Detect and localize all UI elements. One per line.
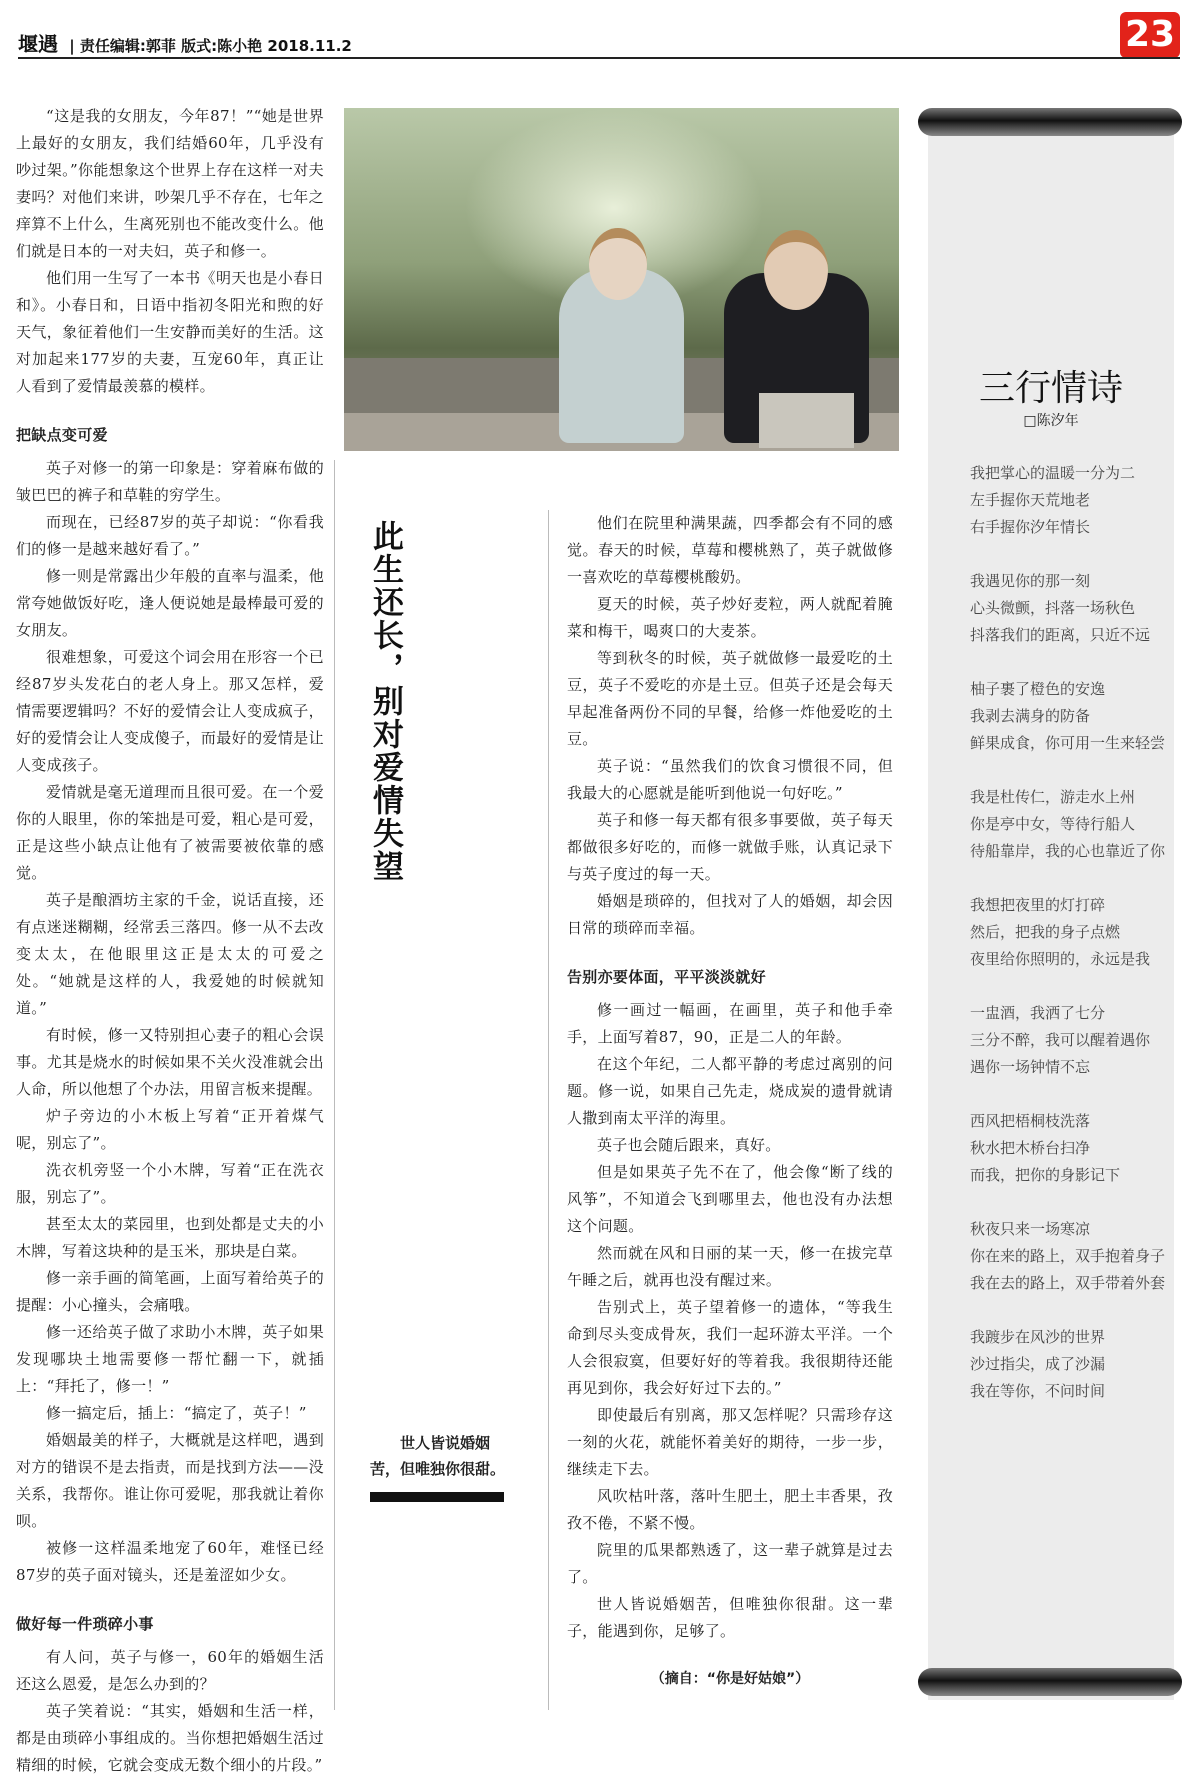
poem-line: 左手握你天荒地老 — [970, 491, 1091, 509]
header-credits: | 责任编辑:郭菲 版式:陈小艳 2018.11.2 — [69, 37, 352, 55]
poem-stanza — [970, 1216, 1170, 1297]
paragraph: 而现在，已经87岁的英子却说：“你看我们的修一是越来越好看了。” — [16, 513, 324, 558]
paragraph: 风吹枯叶落，落叶生肥土，肥土丰香果，孜孜不倦，不紧不慢。 — [567, 1487, 893, 1532]
paragraph: 被修一这样温柔地宠了60年，难怪已经87岁的英子面对镜头，还是羞涩如少女。 — [16, 1539, 324, 1584]
paragraph: 洗衣机旁竖一个小木牌，写着“正在洗衣服，别忘了”。 — [16, 1161, 324, 1206]
header-rule — [18, 57, 1180, 59]
poem-line: 秋夜只来一场寒凉 — [970, 1220, 1091, 1238]
paragraph: 院里的瓜果都熟透了，这一辈子就算是过去了。 — [567, 1541, 893, 1586]
paragraph: 英子是酿酒坊主家的千金，说话直接，还有点迷迷糊糊，经常丢三落四。修一从不去改变太太，在他眼里这正是太太的可爱之处。“她就是这样的人，我爱她的时候就知道。” — [16, 891, 324, 1017]
paragraph: 即使最后有别离，那又怎样呢？只需珍存这一刻的火花，就能怀着美好的期待，一步一步，继续走下去。 — [567, 1406, 893, 1478]
photo-man-head — [764, 230, 828, 310]
paragraph: 然而就在风和日丽的某一天，修一在拔完草午睡之后，就再也没有醒过来。 — [567, 1244, 893, 1289]
paragraph: 他们用一生写了一本书《明天也是小春日和》。小春日和，日语中指初冬阳光和煦的好天气，象征着他们一生安静而美好的生活。这对加起来177岁的夫妻，互宠60年，真正让人看到了爱情最羡慕的模样。 — [16, 269, 324, 395]
paragraph: 在这个年纪，二人都平静的考虑过离别的问题。修一说，如果自己先走，烧成炭的遗骨就请人撒到南太平洋的海里。 — [567, 1055, 893, 1127]
poem-line: 我踱步在风沙的世界 — [970, 1328, 1106, 1346]
poem-line: 我想把夜里的灯打碎 — [970, 896, 1106, 914]
poem-line: 一盅酒，我洒了七分 — [970, 1004, 1106, 1022]
pull-quote: 世人皆说婚姻苦，但唯独你很甜。 — [370, 1434, 506, 1478]
paragraph: 婚姻最美的样子，大概就是这样吧，遇到对方的错误不是去指责，而是找到方法——没关系，我帮你。谁让你可爱呢，那我就让着你呗。 — [16, 1431, 324, 1530]
article-column-1 — [16, 103, 324, 1779]
paragraph: 炉子旁边的小木板上写着“正开着煤气呢，别忘了”。 — [16, 1107, 324, 1152]
photo-woman-head — [589, 228, 647, 300]
poem-line: 我在去的路上，双手带着外套 — [970, 1274, 1166, 1292]
poem-line: 西风把梧桐枝洗落 — [970, 1112, 1091, 1130]
poem-stanza — [970, 676, 1170, 757]
article-title: 此生还长，别对爱情失望 — [367, 520, 403, 883]
page-header — [18, 28, 1190, 54]
poem-line: 我遇见你的那一刻 — [970, 572, 1091, 590]
paragraph: 世人皆说婚姻苦，但唯独你很甜。这一辈子，能遇到你，足够了。 — [567, 1595, 893, 1640]
article-source: （摘自：“你是好姑娘”） — [650, 1671, 810, 1687]
scroll-roller-top — [918, 108, 1182, 136]
paragraph: 但是如果英子先不在了，他会像“断了线的风筝”，不知道会飞到哪里去，他也没有办法想这个问题。 — [567, 1163, 893, 1235]
paragraph: “这是我的女朋友，今年87！”“她是世界上最好的女朋友，我们结婚60年，几乎没有吵过架。”你能想象这个世界上存在这样一对夫妻吗？对他们来讲，吵架几乎不存在，七年之痒算不上什么，生离死别也不能改变什么。他们就是日本的一对夫妇，英子和修一。 — [16, 107, 324, 260]
section-heading: 告别亦要体面，平平淡淡就好 — [567, 968, 766, 986]
poem-line: 心头微颤，抖落一场秋色 — [970, 599, 1136, 617]
paragraph: 修一画过一幅画，在画里，英子和他手牵手，上面写着87，90，正是二人的年龄。 — [567, 1001, 893, 1046]
paragraph: 修一搞定后，插上：“搞定了，英子！” — [46, 1404, 307, 1422]
paragraph: 有人问，英子与修一，60年的婚姻生活还这么恩爱，是怎么办到的？ — [16, 1648, 324, 1693]
poem-line: 你在来的路上，双手抱着身子 — [970, 1247, 1166, 1265]
article-column-3 — [567, 510, 893, 1645]
paragraph: 告别式上，英子望着修一的遗体，“等我生命到尽头变成骨灰，我们一起环游太平洋。一个人会很寂寞，但要好好的等着我。我很期待还能再见到你，我会好好过下去的。” — [567, 1298, 893, 1397]
poem-line: 然后，把我的身子点燃 — [970, 923, 1121, 941]
poem-line: 抖落我们的距离，只近不远 — [970, 626, 1151, 644]
poem-line: 夜里给你照明的，永远是我 — [970, 950, 1151, 968]
page-number-badge: 23 — [1120, 12, 1180, 58]
paragraph: 修一亲手画的简笔画，上面写着给英子的提醒：小心撞头，会痛哦。 — [16, 1269, 324, 1314]
paragraph: 英子和修一每天都有很多事要做，英子每天都做很多好吃的，而修一就做手账，认真记录下与英子度过的每一天。 — [567, 811, 893, 883]
paragraph: 他们在院里种满果蔬，四季都会有不同的感觉。春天的时候，草莓和樱桃熟了，英子就做修一喜欢吃的草莓樱桃酸奶。 — [567, 514, 893, 586]
poem-stanza — [970, 460, 1170, 541]
paragraph: 爱情就是毫无道理而且很可爱。在一个爱你的人眼里，你的笨拙是可爱，粗心是可爱，正是这些小缺点让他有了被需要被依靠的感觉。 — [16, 783, 324, 882]
couple-photo — [344, 108, 899, 451]
section-heading: 把缺点变可爱 — [16, 426, 108, 444]
section-heading: 做好每一件琐碎小事 — [16, 1615, 154, 1633]
paragraph: 修一还给英子做了求助小木牌，英子如果发现哪块土地需要修一帮忙翻一下，就插上：“拜托了，修一！” — [16, 1323, 324, 1395]
poem-stanza — [970, 892, 1170, 973]
poem-stanzas — [970, 460, 1170, 1432]
header-left — [18, 28, 352, 57]
poem-line: 而我，把你的身影记下 — [970, 1166, 1121, 1184]
poem-stanza — [970, 1108, 1170, 1189]
poem-stanza — [970, 784, 1170, 865]
paragraph: 英子说：“虽然我们的饮食习惯很不同，但我最大的心愿就是能听到他说一句好吃。” — [567, 757, 893, 802]
column-divider — [334, 460, 335, 1710]
poem-line: 柚子裹了橙色的安逸 — [970, 680, 1106, 698]
poem-line: 秋水把木桥台扫净 — [970, 1139, 1091, 1157]
poem-line: 我剥去满身的防备 — [970, 707, 1091, 725]
paragraph: 甚至太太的菜园里，也到处都是丈夫的小木牌，写着这块种的是玉米，那块是白菜。 — [16, 1215, 324, 1260]
poem-line: 待船靠岸，我的心也靠近了你 — [970, 842, 1166, 860]
pull-quote-bar — [370, 1492, 504, 1502]
paragraph: 婚姻是琐碎的，但找对了人的婚姻，却会因日常的琐碎而幸福。 — [567, 892, 893, 937]
poem-author: □陈汐年 — [1023, 413, 1079, 429]
paragraph: 等到秋冬的时候，英子就做修一最爱吃的土豆，英子不爱吃的亦是土豆。但英子还是会每天早起准备两份不同的早餐，给修一炸他爱吃的土豆。 — [567, 649, 893, 748]
poem-line: 鲜果成食，你可用一生来轻尝 — [970, 734, 1166, 752]
poem-stanza — [970, 1000, 1170, 1081]
poem-line: 遇你一场钟情不忘 — [970, 1058, 1091, 1076]
paragraph: 有时候，修一又特别担心妻子的粗心会误事。尤其是烧水的时候如果不关火没准就会出人命，所以他想了个办法，用留言板来提醒。 — [16, 1026, 324, 1098]
poem-line: 右手握你汐年情长 — [970, 518, 1091, 536]
section-name: 堰遇 — [18, 32, 58, 56]
poem-line: 沙过指尖，成了沙漏 — [970, 1355, 1106, 1373]
poem-stanza — [970, 1324, 1170, 1405]
photo-man-legs — [759, 393, 854, 448]
paragraph: 很难想象，可爱这个词会用在形容一个已经87岁头发花白的老人身上。那又怎样，爱情需要逻辑吗？不好的爱情会让人变成疯子，好的爱情会让人变成傻子，而最好的爱情是让人变成孩子。 — [16, 648, 324, 774]
paragraph: 英子笑着说：“其实，婚姻和生活一样，都是由琐碎小事组成的。当你想把婚姻生活过精细的时候，它就会变成无数个细小的片段。” — [16, 1702, 324, 1774]
poem-line: 你是亭中女，等待行船人 — [970, 815, 1136, 833]
poem-line: 我是杜传仁，游走水上州 — [970, 788, 1136, 806]
paragraph: 英子对修一的第一印象是：穿着麻布做的皱巴巴的裤子和草鞋的穷学生。 — [16, 459, 324, 504]
column-divider — [548, 510, 549, 1710]
paragraph: 夏天的时候，英子炒好麦粒，两人就配着腌菜和梅干，喝爽口的大麦茶。 — [567, 595, 893, 640]
poem-line: 我把掌心的温暖一分为二 — [970, 464, 1136, 482]
poem-title: 三行情诗 — [978, 368, 1123, 409]
poem-stanza — [970, 568, 1170, 649]
paragraph: 英子也会随后跟来，真好。 — [597, 1136, 781, 1154]
poem-line: 我在等你，不问时间 — [970, 1382, 1106, 1400]
paragraph: 修一则是常露出少年般的直率与温柔，他常夸她做饭好吃，逢人便说她是最棒最可爱的女朋友。 — [16, 567, 324, 639]
poem-line: 三分不醉，我可以醒着遇你 — [970, 1031, 1151, 1049]
scroll-roller-bottom — [918, 1668, 1182, 1696]
